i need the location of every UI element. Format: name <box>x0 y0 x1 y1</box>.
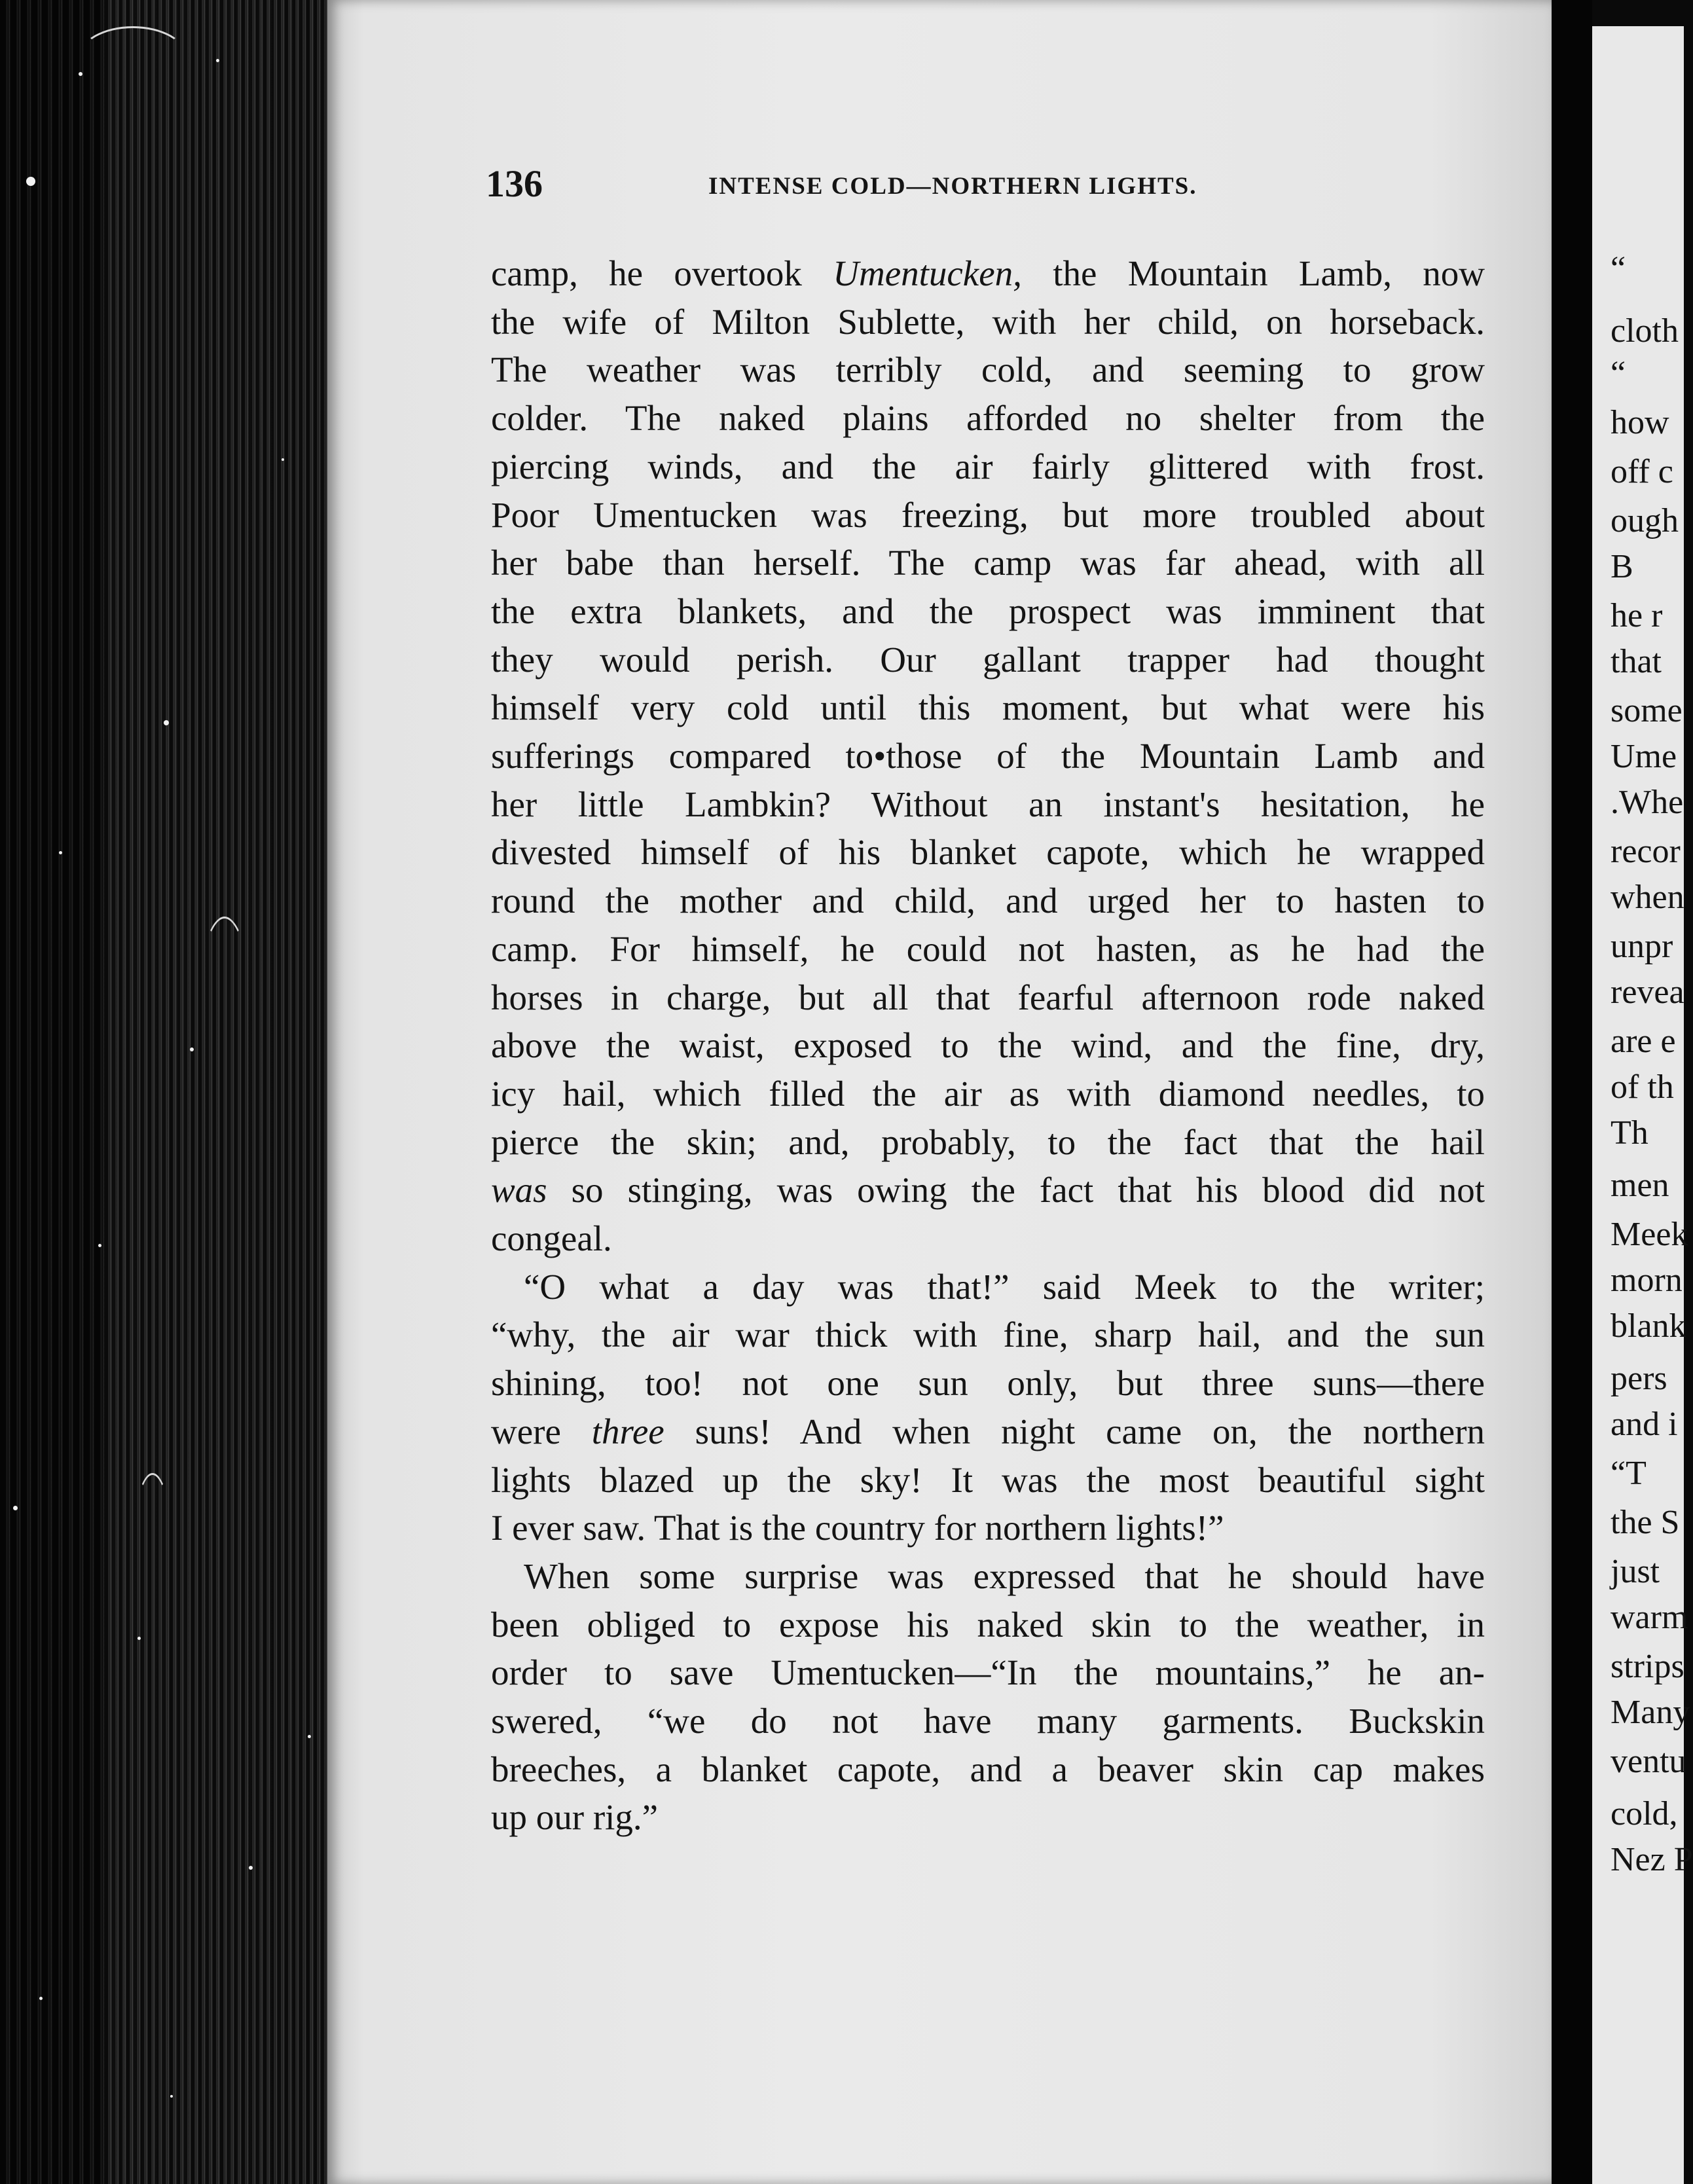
text-run: breeches, a blanket capote, and a beaver skin cap makes <box>491 1749 1485 1789</box>
text-line <box>491 1124 1485 1160</box>
hair-fiber <box>196 917 253 1117</box>
text-line <box>491 545 1485 581</box>
text-run: above the waist, exposed to the wind, and the fine, dry, <box>491 1025 1485 1065</box>
text-line <box>491 786 1485 822</box>
facing-page-line: revea <box>1611 974 1684 1011</box>
facing-page-line: ventu <box>1611 1743 1686 1780</box>
facing-page-line: pers <box>1611 1360 1667 1397</box>
facing-page-line: “T <box>1611 1455 1647 1492</box>
dust-speck <box>249 1866 253 1870</box>
dust-speck <box>79 72 82 76</box>
dust-speck <box>98 1244 101 1247</box>
text-line <box>491 738 1485 774</box>
text-line <box>491 834 1485 870</box>
text-run: divested himself of his blanket capote, which he wrapped <box>491 832 1485 872</box>
facing-page-line: Many <box>1611 1694 1690 1731</box>
facing-page-line: strips <box>1611 1648 1684 1685</box>
dust-speck <box>59 851 62 854</box>
text-run: her babe than herself. The camp was far ahead, with all <box>491 543 1485 583</box>
text-line <box>491 1751 1485 1787</box>
text-run: round the mother and child, and urged her to hasten to <box>491 881 1485 920</box>
facing-page-line: how <box>1611 404 1669 441</box>
text-run: suns! And when night came on, the northern <box>664 1411 1485 1451</box>
facing-page-line: unpr <box>1611 928 1673 965</box>
text-run: the wife of Milton Sublette, with her child, on horseback. <box>491 302 1485 342</box>
book-gutter <box>1552 0 1592 2184</box>
text-run: up our rig.” <box>491 1797 659 1837</box>
facing-page-line: off c <box>1611 453 1673 490</box>
facing-page-line: Nez P <box>1611 1841 1693 1878</box>
facing-page-line: just <box>1611 1553 1660 1590</box>
text-run: were <box>491 1411 592 1451</box>
facing-page-line: are e <box>1611 1023 1676 1060</box>
text-line <box>491 1799 1485 1835</box>
dust-speck <box>190 1047 194 1051</box>
text-run: horses in charge, but all that fearful afternoon rode naked <box>491 977 1485 1017</box>
page-header <box>486 162 1304 211</box>
text-run: colder. The naked plains afforded no shelter from the <box>491 398 1485 438</box>
facing-page-fragment <box>1592 26 1693 2184</box>
text-run: so stinging, was owing the fact that his blood did not <box>547 1170 1485 1210</box>
facing-page-line: B <box>1611 548 1633 585</box>
italic-phrase: was <box>491 1170 547 1210</box>
hair-fiber <box>79 26 187 89</box>
facing-page-line: ough <box>1611 502 1679 539</box>
dust-speck <box>13 1506 18 1510</box>
text-run: icy hail, which filled the air as with diamond needles, to <box>491 1074 1485 1114</box>
text-line <box>491 642 1485 678</box>
facing-page-line: blank <box>1611 1307 1686 1345</box>
text-line <box>491 593 1485 629</box>
text-line <box>491 883 1485 919</box>
facing-page-line: morn <box>1611 1262 1683 1299</box>
text-run: her little Lambkin? Without an instant's hesitation, he <box>491 784 1485 824</box>
facing-page-line: of th <box>1611 1068 1674 1106</box>
dust-speck <box>39 1997 43 2000</box>
text-line <box>491 1365 1485 1401</box>
hair-fiber <box>131 1473 174 1647</box>
text-run: Poor Umentucken was freezing, but more troubled about <box>491 495 1485 535</box>
text-run: himself very cold until this moment, but what were his <box>491 687 1485 727</box>
text-line <box>491 352 1485 388</box>
text-line <box>491 1607 1485 1643</box>
text-line <box>491 1220 1485 1256</box>
facing-page-line: Th <box>1611 1114 1648 1152</box>
facing-page-line: some <box>1611 692 1683 729</box>
text-line <box>491 1654 1485 1690</box>
text-line <box>491 979 1485 1015</box>
facing-page-line: the S <box>1611 1504 1680 1541</box>
text-line <box>491 1510 1485 1546</box>
text-run: the Mountain Lamb, now <box>1021 253 1485 293</box>
text-run: I ever saw. That is the country for northern lights!” <box>491 1508 1224 1548</box>
text-run: When some surprise was expressed that he should have <box>524 1556 1485 1596</box>
page-number: 136 <box>486 162 543 205</box>
text-run: The weather was terribly cold, and seeming to grow <box>491 350 1485 390</box>
dust-speck <box>282 458 284 461</box>
text-line <box>491 255 1485 291</box>
text-line <box>491 1076 1485 1112</box>
facing-page-line: cloth <box>1611 312 1679 350</box>
italic-phrase: three <box>591 1411 664 1451</box>
facing-page-line: Meek <box>1611 1216 1688 1253</box>
text-run: camp. For himself, he could not hasten, as he had the <box>491 929 1485 969</box>
text-run: lights blazed up the sky! It was the most beautiful sight <box>491 1460 1485 1500</box>
facing-page-line: recor <box>1611 833 1681 870</box>
facing-page-line: “ <box>1611 355 1626 392</box>
text-run: been obliged to expose his naked skin to the weather, in <box>491 1605 1485 1645</box>
text-line <box>491 400 1485 436</box>
running-head: INTENSE COLD—NORTHERN LIGHTS. <box>708 173 1197 200</box>
text-run: order to save Umentucken—“In the mountains,” he an- <box>491 1652 1485 1692</box>
text-run: piercing winds, and the air fairly glittered with frost. <box>491 446 1485 486</box>
facing-page-line: warm <box>1611 1599 1688 1636</box>
facing-page-line: and i <box>1611 1406 1678 1443</box>
text-run: “why, the air war thick with fine, sharp hail, and the sun <box>491 1315 1485 1355</box>
facing-page-line: Ume <box>1611 738 1677 775</box>
text-run: sufferings compared to•those of the Mountain Lamb and <box>491 736 1485 776</box>
facing-page-line: men <box>1611 1167 1669 1204</box>
dust-speck <box>137 1637 141 1640</box>
dust-speck <box>170 2095 173 2098</box>
facing-page-line: when <box>1611 879 1684 916</box>
text-line <box>491 1317 1485 1353</box>
facing-page-line: cold, <box>1611 1795 1678 1832</box>
text-run: “O what a day was that!” said Meek to the writer; <box>524 1267 1485 1307</box>
facing-page-line: .Whe <box>1611 784 1684 821</box>
text-run: they would perish. Our gallant trapper had thought <box>491 640 1485 680</box>
text-line <box>524 1558 1485 1594</box>
dust-speck <box>26 177 35 186</box>
text-line <box>491 304 1485 340</box>
text-line <box>524 1269 1485 1305</box>
text-run: camp, he overtook <box>491 253 833 293</box>
dust-speck <box>164 720 169 725</box>
text-run: the extra blankets, and the prospect was imminent that <box>491 591 1485 631</box>
text-run: swered, “we do not have many garments. Buckskin <box>491 1701 1485 1741</box>
text-line <box>491 1027 1485 1063</box>
text-line <box>491 1703 1485 1739</box>
text-run: pierce the skin; and, probably, to the fact that the hail <box>491 1122 1485 1162</box>
text-line <box>491 1462 1485 1498</box>
dust-speck <box>308 1735 311 1738</box>
dust-speck <box>216 59 219 62</box>
text-line <box>491 448 1485 484</box>
text-line <box>491 1172 1485 1208</box>
facing-page-line: “ <box>1611 250 1626 287</box>
text-line <box>491 689 1485 725</box>
text-run: congeal. <box>491 1218 612 1258</box>
text-line <box>491 1413 1485 1449</box>
italic-phrase: Umentucken, <box>833 253 1022 293</box>
text-line <box>491 931 1485 967</box>
text-run: shining, too! not one sun only, but three suns—there <box>491 1363 1485 1403</box>
text-line <box>491 497 1485 533</box>
facing-page-line: that <box>1611 643 1662 680</box>
facing-page-line: he r <box>1611 597 1663 634</box>
